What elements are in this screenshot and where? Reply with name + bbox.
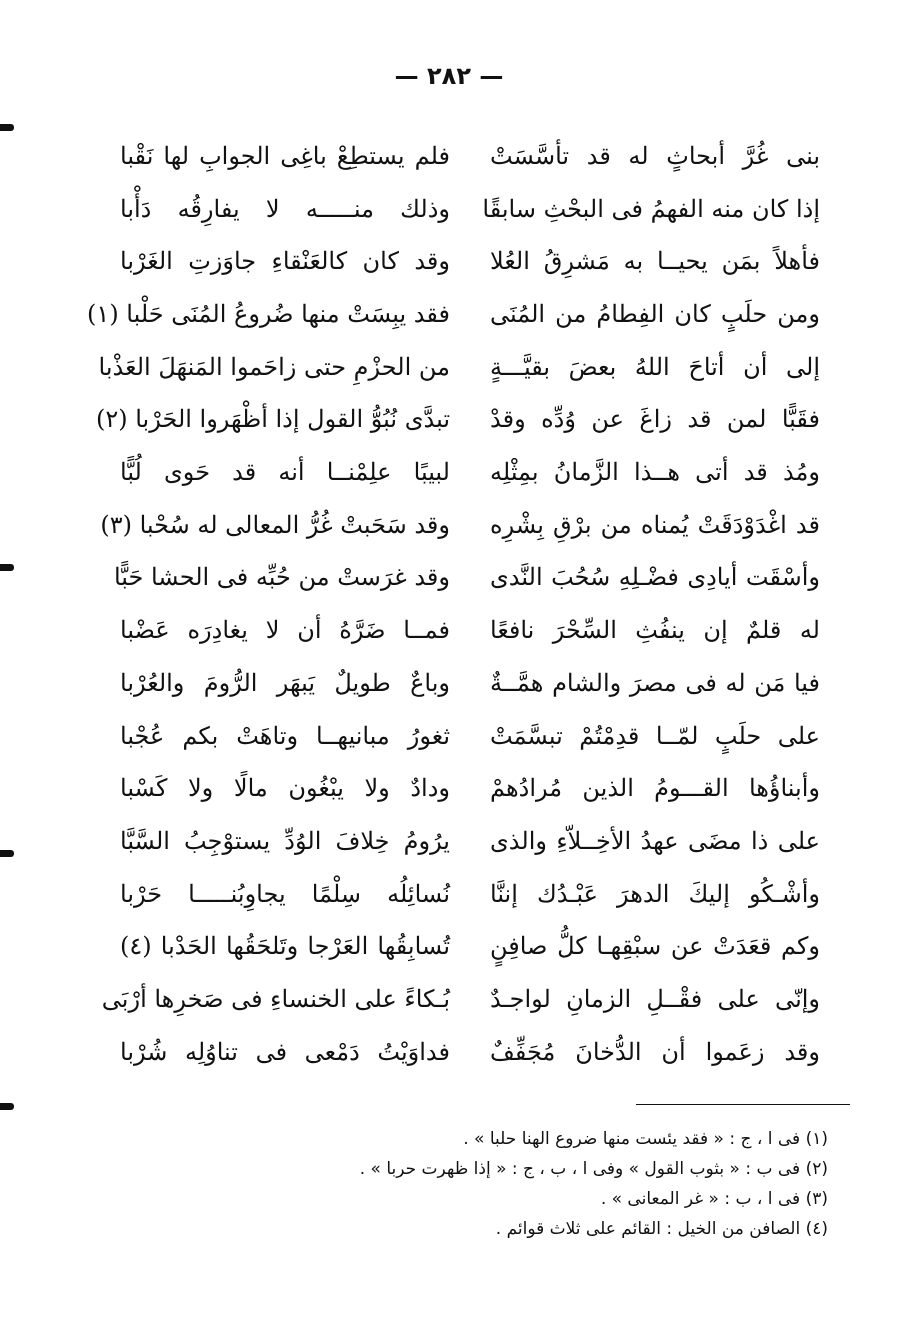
- verse-row: [120, 446, 820, 499]
- verse-first-hemistich: على حلَبٍ لمّــا قدِمْتُمْ تبسَّمَتْ: [490, 721, 820, 750]
- verse-row: [120, 235, 820, 288]
- poem-verses: [87, 130, 820, 1078]
- page-number: — ٢٨٢ —: [394, 62, 504, 90]
- verse-first-hemistich: ومُذ قد أتى هــذا الزَّمانُ بمِثْلِه: [490, 458, 820, 487]
- verse-second-hemistich: نُسائِلُه سِلْمًا يجاوِبُنـــــا حَرْبا: [120, 879, 450, 908]
- verse-second-hemistich: فلم يستطِعْ باغِى الجوابِ لها نَقْبا: [120, 141, 450, 170]
- verse-row: [120, 183, 820, 236]
- verse-first-hemistich: وأبناؤُها القـــومُ الذين مُرادُهمْ: [490, 774, 820, 803]
- verse-row: [87, 288, 820, 341]
- verse-second-hemistich: وباعٌ طويلٌ يَبهَر الرُّومَ والعُرْبا: [120, 668, 450, 697]
- margin-mark-lower-middle: [0, 850, 14, 857]
- verse-row: [113, 552, 820, 605]
- margin-mark-top: [0, 124, 14, 131]
- verse-second-hemistich: فداوَيْتُ دَمْعى فى تناوُلِه شُرْبا: [120, 1037, 450, 1066]
- verse-first-hemistich: فأهلاً بمَن يحيــا به مَشرِقُ العُلا: [490, 247, 820, 276]
- footnote-3: (٣) فى ا ، ب : « غر المعانى » .: [600, 1189, 828, 1209]
- verse-second-hemistich: وقد كان كالعَنْقاءِ جاوَزتِ الغَرْبا: [120, 247, 450, 276]
- margin-mark-upper-middle: [0, 564, 14, 571]
- verse-first-hemistich: وكم قعَدَتْ عن سبْقِهـا كلُّ صافِنٍ: [490, 932, 820, 961]
- verse-row: [120, 762, 820, 815]
- verse-second-hemistich: ودادٌ ولا يبْغُون مالًا ولا كَسْبا: [120, 774, 450, 803]
- verse-second-hemistich: وذلك منـــــه لا يفارِقُه دَأْبا: [120, 194, 450, 223]
- verse-row: [120, 815, 820, 868]
- footnotes: [128, 1124, 828, 1244]
- verse-first-hemistich: فقَبًّا لمن قد زاغَ عن وُدِّه وقدْ: [490, 405, 820, 434]
- verse-second-hemistich: ثغورُ مبانيهــا وتاهَتْ بكم عُجْبا: [120, 721, 450, 750]
- verse-row: [95, 393, 820, 446]
- footnote-divider: [636, 1104, 850, 1105]
- verse-row: [120, 657, 820, 710]
- verse-row: [101, 973, 820, 1026]
- verse-second-hemistich: من الحزْمِ حتى زاحَموا المَنهَلَ العَذْبا: [98, 352, 450, 381]
- verse-first-hemistich: وأسْقَت أيادِى فضْـلِهِ سُحُبَ النَّدى: [490, 563, 820, 592]
- verse-row: [120, 868, 820, 921]
- verse-first-hemistich: على ذا مضَى عهدُ الأخِــلاّءِ والذى: [490, 826, 820, 855]
- verse-row: [120, 604, 820, 657]
- verse-second-hemistich: تبدَّى نُبُوُّ القول إذا أظْهَروا الحَرْبا (٢): [95, 405, 450, 434]
- verse-second-hemistich: وقد غرَستْ من حُبِّه فى الحشا حَبًّا: [113, 563, 450, 592]
- verse-second-hemistich: فمــا ضَرَّهُ أن لا يغادِرَه عَضْبا: [120, 616, 450, 645]
- verse-first-hemistich: قد اغْدَوْدَقَتْ يُمناه من برْقِ بِشْرِه: [490, 510, 820, 539]
- verse-row: [120, 920, 820, 973]
- verse-first-hemistich: وقد زعَموا أن الدُّخانَ مُجَفِّفٌ: [490, 1037, 820, 1066]
- verse-first-hemistich: وإنّى على فقْــلِ الزمانِ لواجـدٌ: [490, 984, 820, 1013]
- verse-first-hemistich: له قلمٌ إن ينفُثِ السِّحْرَ نافعًا: [490, 616, 820, 645]
- verse-first-hemistich: ومن حلَبٍ كان الفِطامُ من المُنَى: [490, 300, 820, 328]
- verse-row: [100, 499, 820, 552]
- footnote-2: (٢) فى ب : « بثوب القول » وفى ا ، ب ، ج : « إذا ظهرت حربا » .: [359, 1159, 828, 1179]
- verse-first-hemistich: وأشْـكُو إليكَ الدهرَ عَبْـدُك إننَّا: [490, 879, 820, 908]
- verse-second-hemistich: وقد سَحَبتْ غُرُّ المعالى له سُحْبا (٣): [100, 510, 450, 539]
- verse-first-hemistich: بنى غُرَّ أبحاثٍ له قد تأسَّسَتْ: [490, 141, 820, 170]
- verse-second-hemistich: بُـكاءً على الخنساءِ فى صَخرِها أرْبَى: [101, 984, 450, 1013]
- margin-mark-bottom: [0, 1103, 14, 1110]
- verse-row: [98, 341, 820, 394]
- verse-row: [120, 1026, 820, 1079]
- verse-row: [120, 130, 820, 183]
- verse-second-hemistich: فقد يبِسَتْ منها ضُروعُ المُنَى حَلْبا (١): [87, 300, 450, 328]
- verse-second-hemistich: تُسابِقُها العَرْجا وتَلحَقُها الحَدْبا (٤): [120, 932, 450, 961]
- verse-second-hemistich: لبيبًا علِمْنــا أنه قد حَوى لُبًّا: [120, 458, 450, 487]
- verse-first-hemistich: فيا مَن له فى مصرَ والشام همَّــةٌ: [490, 668, 820, 697]
- verse-row: [120, 710, 820, 763]
- verse-first-hemistich: إلى أن أتاحَ اللهُ بعضَ بقيَّـــةٍ: [490, 352, 820, 381]
- verse-first-hemistich: إذا كان منه الفهمُ فى البحْثِ سابقًا: [482, 194, 820, 223]
- verse-second-hemistich: يرُومُ خِلافَ الوُدِّ يستوْجِبُ السَّبَّا: [120, 826, 450, 855]
- footnote-4: (٤) الصافن من الخيل : القائم على ثلاث قوائم .: [495, 1219, 828, 1239]
- footnote-1: (١) فى ا ، ج : « فقد يئست منها ضروع الهنا حلبا » .: [463, 1129, 828, 1149]
